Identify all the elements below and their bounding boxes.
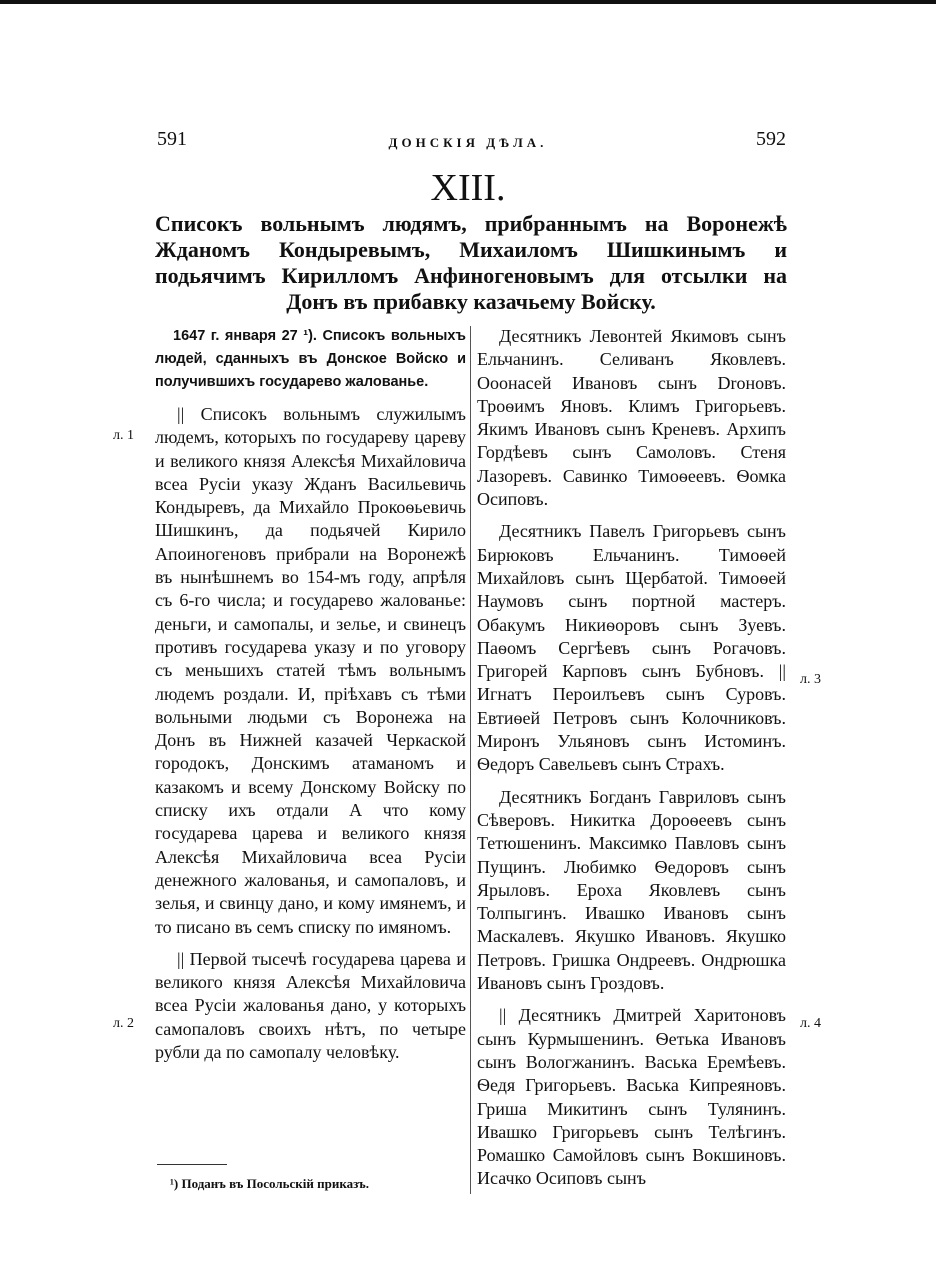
left-column	[155, 325, 466, 1064]
left-paragraph-1: || Списокъ вольнымъ служилымъ людемъ, которыхъ по государеву цареву и великого князя Алексѣя Михайловича всеа Русіи указу Жданъ Васильевичь Кондыревъ, да Михайло Прокоѳьевичь Шишкинъ, да подьячей Кирило Апоиногеновъ прибрали на Воронежѣ въ нынѣшнемъ во 154-мъ году, апрѣля съ 6-го числа; и государево жалованье: деньги, и самопалы, и зелье, и свинецъ противъ государева указу и по уговору съ меньшихъ статей тѣмъ вольнымъ людемъ роздали. И, пріѣхавъ съ тѣми вольными людьми съ Воронежа на Донъ въ Нижней казачей Черкаской городокъ, Донскимъ атаманомъ и казакомъ и всему Донскому Войску по списку ихъ отдали А что кому государева царева и великого князя Алексѣя Михайловича всеа Русіи денежного жалованья, и самопаловъ, и зелья, и свинцу дано, и кому имянемъ, и то писано въ семъ списку по имяномъ.	[155, 404, 466, 937]
document-title: Списокъ вольнымъ людямъ, прибраннымъ на Воронежѣ Жданомъ Кондыревымъ, Михаиломъ Шишкинымъ и подьячимъ Кирилломъ Анфиногеновымъ для отсылки на Донъ въ прибавку казачьему Войску.	[155, 211, 787, 314]
page-number-left: 591	[157, 128, 187, 150]
right-column	[477, 325, 786, 1191]
margin-note-l2: л. 2	[113, 1016, 134, 1031]
running-title: ДОНСКІЯ ДѢЛА.	[388, 135, 548, 150]
footnote-rule	[157, 1164, 227, 1165]
right-paragraph-3: Десятникъ Богданъ Гавриловъ сынъ Сѣверовъ. Никитка Дороѳеевъ сынъ Тетюшенинъ. Максимко Павловъ сынъ Пущинъ. Любимко Ѳедоровъ сынъ Ярыловъ. Ероха Яковлевъ сынъ Толпыгинъ. Ивашко Ивановъ сынъ Маскалевъ. Якушко Ивановъ. Якушко Петровъ. Гришка Ондреевъ. Ондрюшка Ивановъ сынъ Гроздовъ.	[477, 786, 786, 994]
margin-note-l3: л. 3	[800, 672, 821, 687]
right-paragraph-2: Десятникъ Павелъ Григорьевъ сынъ Бирюковъ Ельчанинъ. Тимоѳей Михайловъ сынъ Щербатой. Тимоѳей Наумовъ сынъ портной мастеръ. Обакумъ Никиѳоровъ сынъ Зуевъ. Паѳомъ Сергѣевъ сынъ Рогачовъ. Григорей Карповъ сынъ Бубновъ. || Игнатъ Пероилъевъ сынъ Суровъ. Евтиѳей Петровъ сынъ Колочниковъ. Миронъ Ульяновъ сынъ Истоминъ. Ѳедоръ Савельевъ сынъ Страхъ.	[477, 521, 786, 775]
top-border	[0, 0, 936, 4]
left-paragraph-2: || Первой тысечѣ государева царева и великого князя Алексѣя Михайловича всеа Русіи жалованья дано, у которыхъ самопаловъ своихъ нѣтъ, по четыре рубли да по самопалу человѣку.	[155, 948, 466, 1063]
margin-note-l4: л. 4	[800, 1016, 821, 1031]
column-divider	[470, 326, 471, 1194]
margin-note-l1: л. 1	[113, 428, 134, 443]
right-paragraph-1: Десятникъ Левонтей Якимовъ сынъ Ельчанинъ. Селиванъ Яковлевъ. Ооонасей Ивановъ сынъ Droновъ. Троѳимъ Яновъ. Климъ Григорьевъ. Якимъ Ивановъ сынъ Креневъ. Архипъ Гордѣевъ сынъ Самоловъ. Стеня Лазоревъ. Савинко Тимоѳеевъ. Ѳомка Осиповъ.	[477, 326, 786, 510]
footnote: ¹) Поданъ въ Посольскій приказъ.	[170, 1176, 369, 1191]
section-number: XIII.	[430, 167, 506, 209]
page-number-right: 592	[756, 128, 786, 150]
right-paragraph-4: || Десятникъ Дмитрей Харитоновъ сынъ Курмышенинъ. Ѳетька Ивановъ сынъ Вологжанинъ. Васька Еремѣевъ. Ѳедя Григорьевъ. Васька Кипреяновъ. Гриша Микитинъ сынъ Тулянинъ. Ивашко Григорьевъ сынъ Телѣгинъ. Ромашко Самойловъ сынъ Вокшиновъ. Исачко Осиповъ сынъ	[477, 1005, 786, 1189]
document-summary: 1647 г. января 27 ¹). Списокъ вольныхъ людей, сданныхъ въ Донское Войско и получившихъ государево жалованье.	[155, 328, 466, 390]
